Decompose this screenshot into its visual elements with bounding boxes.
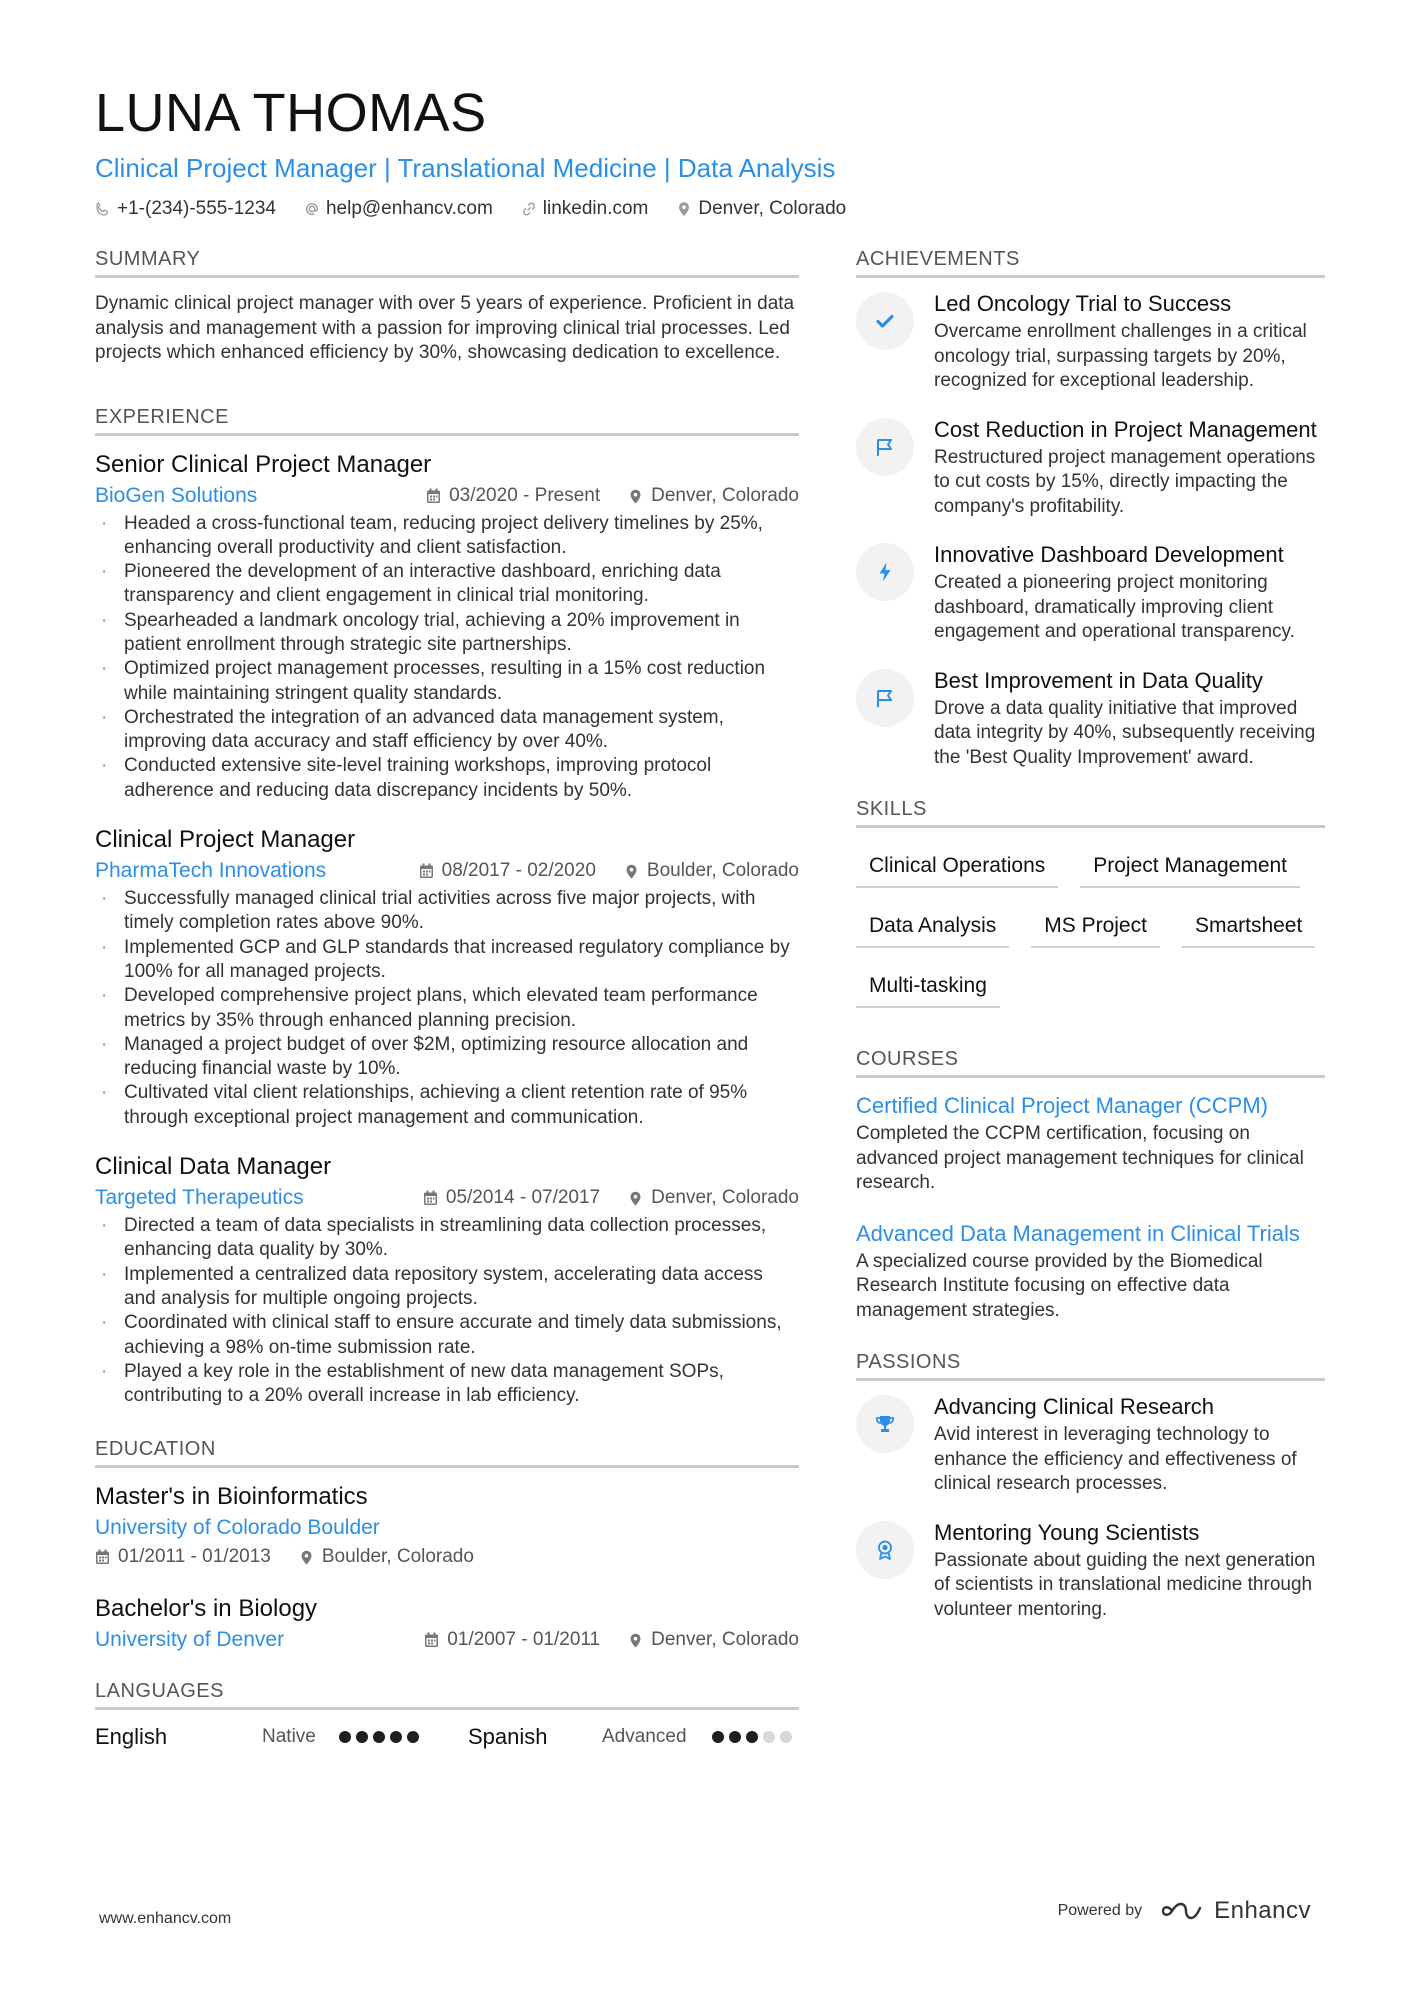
calendar-icon xyxy=(424,1632,439,1648)
achievement-text: Restructured project management operations to cut costs by 15%, directly impacting the company's profitability. xyxy=(934,446,1316,517)
bullet-item: · Developed comprehensive project plans, which elevated team performance metrics by 35% through enhanced planning precision. xyxy=(95,984,799,1033)
language-rating xyxy=(712,1731,792,1743)
bullet-item: · Orchestrated the integration of an advanced data management system, improving data accuracy and staff efficiency by over 40%. xyxy=(95,706,799,755)
job-title: Senior Clinical Project Manager xyxy=(95,450,432,478)
passion-body xyxy=(934,1395,1325,1497)
education-dates xyxy=(95,1546,271,1568)
contact-linkedin[interactable] xyxy=(521,198,649,220)
contact-email[interactable] xyxy=(304,198,493,220)
achievement-body xyxy=(934,669,1325,771)
achievements-section xyxy=(856,248,1325,770)
contact-phone[interactable] xyxy=(95,198,276,220)
linkedin-text: linkedin.com xyxy=(542,198,649,219)
footer-branding xyxy=(1058,1897,1311,1925)
job-entry xyxy=(95,1152,799,1408)
check-icon xyxy=(874,310,896,332)
achievement-title: Innovative Dashboard Development xyxy=(934,542,1284,567)
job-meta xyxy=(95,859,799,883)
education-section xyxy=(95,1438,799,1652)
section-title-achievements: ACHIEVEMENTS xyxy=(856,248,1325,278)
school-name[interactable]: University of Colorado Boulder xyxy=(95,1516,380,1540)
at-icon xyxy=(304,201,320,217)
job-meta xyxy=(95,1186,799,1210)
degree-title: Master's in Bioinformatics xyxy=(95,1483,368,1511)
job-dates-text: 03/2020 - Present xyxy=(449,484,601,506)
bullet-item: · Coordinated with clinical staff to ensure accurate and timely data submissions, achieving a 98% on-time submission rate. xyxy=(95,1311,799,1360)
course-title[interactable]: Certified Clinical Project Manager (CCPM) xyxy=(856,1093,1269,1118)
bullet-item: · Spearheaded a landmark oncology trial, achieving a 20% improvement in patient enrollment through strategic site partnerships. xyxy=(95,609,799,658)
job-dates xyxy=(419,860,596,882)
map-pin-icon xyxy=(624,863,639,879)
section-title-skills: SKILLS xyxy=(856,798,1325,828)
contact-bar xyxy=(95,198,1325,220)
job-meta xyxy=(95,484,799,508)
course-item xyxy=(856,1220,1325,1324)
bullet-item: · Pioneered the development of an interactive dashboard, enriching data transparency and client engagement in clinical trial monitoring. xyxy=(95,560,799,609)
bullet-item: · Headed a cross-functional team, reducing project delivery timelines by 25%, enhancing overall productivity and client satisfaction. xyxy=(95,512,799,561)
education-entry xyxy=(95,1482,799,1568)
calendar-icon xyxy=(426,488,441,504)
course-text: A specialized course provided by the Biomedical Research Institute focusing on effective data management strategies. xyxy=(856,1250,1263,1321)
passion-text: Passionate about guiding the next generation of scientists in translational medicine through volunteer mentoring. xyxy=(934,1549,1316,1620)
education-location xyxy=(628,1629,799,1651)
job-dates xyxy=(426,485,600,507)
map-pin-icon xyxy=(299,1549,314,1565)
section-title-passions: PASSIONS xyxy=(856,1351,1325,1381)
language-rating xyxy=(339,1731,468,1743)
achievement-icon-wrap xyxy=(856,669,914,727)
job-dates-text: 08/2017 - 02/2020 xyxy=(441,860,596,882)
section-title-courses: COURSES xyxy=(856,1048,1325,1078)
rating-dot-empty xyxy=(780,1731,792,1743)
achievement-title: Best Improvement in Data Quality xyxy=(934,667,1263,693)
skill-tag: Clinical Operations xyxy=(856,848,1058,888)
flag-icon xyxy=(874,436,896,458)
job-title: Clinical Data Manager xyxy=(95,1153,332,1181)
achievement-title: Cost Reduction in Project Management xyxy=(934,416,1317,442)
map-pin-icon xyxy=(628,1190,643,1206)
language-level: Native xyxy=(262,1726,316,1748)
job-location-text: Denver, Colorado xyxy=(651,1187,799,1209)
job-bullets xyxy=(95,1214,799,1408)
passion-item xyxy=(856,1521,1325,1623)
achievement-icon-wrap xyxy=(856,292,914,350)
achievement-icon-wrap xyxy=(856,418,914,476)
rating-dot-filled xyxy=(356,1731,368,1743)
powered-by-label: Powered by xyxy=(1057,1902,1143,1919)
enhancv-logo-icon xyxy=(1160,1899,1206,1923)
achievement-item xyxy=(856,418,1325,520)
headline: Clinical Project Manager | Translational Medicine | Data Analysis xyxy=(95,153,836,183)
achievement-icon-wrap xyxy=(856,543,914,601)
job-location xyxy=(628,485,799,507)
map-pin-icon xyxy=(676,201,692,217)
passion-title: Mentoring Young Scientists xyxy=(934,1519,1200,1545)
medal-icon xyxy=(874,1539,896,1561)
job-meta-right xyxy=(423,1187,799,1209)
job-title: Clinical Project Manager xyxy=(95,826,356,854)
skill-tag: Project Management xyxy=(1080,848,1300,888)
education-dates-text: 01/2011 - 01/2013 xyxy=(118,1546,271,1568)
section-title-summary: SUMMARY xyxy=(95,248,799,278)
education-entry xyxy=(95,1594,799,1652)
rating-dot-filled xyxy=(373,1731,385,1743)
job-dates-text: 05/2014 - 07/2017 xyxy=(445,1187,601,1209)
summary-text: Dynamic clinical project manager with over 5 years of experience. Proficient in data analysis and management with a passion for improving clinical trial processes. Led projects which enhanced efficiency by 30%, showcasing dedication to excellence. xyxy=(95,293,795,363)
job-location-text: Denver, Colorado xyxy=(651,484,799,506)
languages-section xyxy=(95,1680,799,1750)
bullet-item: · Managed a project budget of over $2M, optimizing resource allocation and reducing financial waste by 10%. xyxy=(95,1033,799,1082)
achievement-text: Created a pioneering project monitoring dashboard, dramatically improving client engagement and operational transparency. xyxy=(934,572,1295,642)
passions-section xyxy=(856,1351,1325,1622)
section-title-experience: EXPERIENCE xyxy=(95,406,799,436)
bullet-item: · Cultivated vital client relationships, achieving a client retention rate of 95% through exceptional project management and communication. xyxy=(95,1081,799,1130)
experience-section xyxy=(95,406,799,1409)
calendar-icon xyxy=(95,1549,110,1565)
company-name[interactable]: PharmaTech Innovations xyxy=(95,859,327,883)
achievement-body xyxy=(934,543,1325,645)
education-location-text: Denver, Colorado xyxy=(651,1629,799,1651)
course-title[interactable]: Advanced Data Management in Clinical Trials xyxy=(856,1220,1300,1246)
passion-text: Avid interest in leveraging technology to enhance the efficiency and effectiveness of clinical research processes. xyxy=(934,1424,1297,1494)
bullet-item: · Optimized project management processes, resulting in a 15% cost reduction while maintaining stringent quality standards. xyxy=(95,657,799,706)
achievement-body xyxy=(934,292,1325,394)
achievement-item xyxy=(856,292,1325,394)
phone-icon xyxy=(95,201,111,217)
languages-row xyxy=(95,1724,799,1750)
degree-title: Bachelor's in Biology xyxy=(95,1595,318,1623)
bullet-item: · Played a key role in the establishment of new data management SOPs, contributing to a 20% overall increase in lab efficiency. xyxy=(95,1360,799,1409)
rating-dot-filled xyxy=(390,1731,402,1743)
bullet-item: · Successfully managed clinical trial activities across five major projects, with timely completion rates above 90%. xyxy=(95,887,799,936)
rating-dot-filled xyxy=(746,1731,758,1743)
company-name[interactable]: BioGen Solutions xyxy=(95,483,258,507)
achievement-item xyxy=(856,669,1325,771)
school-name[interactable]: University of Denver xyxy=(95,1628,285,1652)
job-meta-right xyxy=(419,860,799,882)
calendar-icon xyxy=(423,1190,438,1206)
rating-dot-filled xyxy=(339,1731,351,1743)
section-title-languages: LANGUAGES xyxy=(95,1680,799,1710)
education-location xyxy=(299,1546,474,1568)
language-name: Spanish xyxy=(468,1724,548,1750)
rating-dot-empty xyxy=(763,1731,775,1743)
course-item xyxy=(856,1092,1325,1196)
skill-tag: Multi-tasking xyxy=(856,968,1000,1008)
link-icon xyxy=(521,201,537,217)
achievement-text: Overcame enrollment challenges in a critical oncology trial, surpassing targets by 20%, recognized for exceptional leadership. xyxy=(934,321,1307,391)
rating-dot-filled xyxy=(729,1731,741,1743)
achievement-item xyxy=(856,543,1325,645)
right-column xyxy=(856,248,1325,1660)
courses-section xyxy=(856,1048,1325,1323)
job-bullets xyxy=(95,512,799,804)
flag-icon xyxy=(874,687,896,709)
left-column xyxy=(95,248,799,1788)
bolt-icon xyxy=(874,561,896,583)
education-dates xyxy=(424,1629,600,1651)
footer-website[interactable]: www.enhancv.com xyxy=(99,1910,232,1927)
map-pin-icon xyxy=(628,488,643,504)
phone-text: +1-(234)-555-1234 xyxy=(117,198,276,219)
skills-list xyxy=(856,848,1325,1008)
skill-tag: MS Project xyxy=(1031,908,1160,948)
language-name: English xyxy=(95,1724,168,1750)
achievement-body xyxy=(934,418,1325,520)
job-location-text: Boulder, Colorado xyxy=(646,860,799,882)
education-meta xyxy=(95,1546,799,1568)
rating-dot-filled xyxy=(407,1731,419,1743)
candidate-name: LUNA THOMAS xyxy=(95,83,487,143)
education-meta xyxy=(95,1628,799,1652)
map-pin-icon xyxy=(628,1632,643,1648)
job-entry xyxy=(95,450,799,804)
passion-icon-wrap xyxy=(856,1395,914,1453)
job-location xyxy=(624,860,799,882)
brand-logo[interactable] xyxy=(1160,1897,1311,1925)
bullet-item: · Implemented GCP and GLP standards that increased regulatory compliance by 100% for all managed projects. xyxy=(95,936,799,985)
skill-tag: Data Analysis xyxy=(856,908,1009,948)
bullet-item: · Implemented a centralized data repository system, accelerating data access and analysis for multiple ongoing projects. xyxy=(95,1263,799,1312)
education-dates-text: 01/2007 - 01/2011 xyxy=(447,1629,601,1651)
bullet-item: · Directed a team of data specialists in streamlining data collection processes, enhancing data quality by 30%. xyxy=(95,1214,799,1263)
email-text: help@enhancv.com xyxy=(325,198,493,219)
rating-dot-filled xyxy=(712,1731,724,1743)
skill-tag: Smartsheet xyxy=(1182,908,1315,948)
achievement-text: Drove a data quality initiative that improved data integrity by 40%, subsequently receiving the 'Best Quality Improvement' award. xyxy=(934,697,1316,768)
job-dates xyxy=(423,1187,600,1209)
company-name[interactable]: Targeted Therapeutics xyxy=(95,1186,304,1210)
job-entry xyxy=(95,825,799,1130)
passion-icon-wrap xyxy=(856,1521,914,1579)
bullet-item: · Conducted extensive site-level training workshops, improving protocol adherence and reducing data discrepancy incidents by 50%. xyxy=(95,754,799,803)
summary-section xyxy=(95,248,799,366)
job-bullets xyxy=(95,887,799,1130)
passion-body xyxy=(934,1521,1325,1623)
education-location-text: Boulder, Colorado xyxy=(321,1546,474,1568)
trophy-icon xyxy=(874,1413,896,1435)
passion-item xyxy=(856,1395,1325,1497)
achievement-title: Led Oncology Trial to Success xyxy=(934,291,1232,316)
section-title-education: EDUCATION xyxy=(95,1438,799,1468)
job-location xyxy=(628,1187,799,1209)
location-text: Denver, Colorado xyxy=(698,198,847,219)
brand-name: Enhancv xyxy=(1214,1897,1311,1924)
resume-header xyxy=(95,82,1325,220)
language-level: Advanced xyxy=(602,1726,687,1748)
course-text: Completed the CCPM certification, focusing on advanced project management techniques for clinical research. xyxy=(856,1123,1304,1193)
passion-title: Advancing Clinical Research xyxy=(934,1394,1215,1419)
job-meta-right xyxy=(426,485,799,507)
calendar-icon xyxy=(419,863,434,879)
contact-location xyxy=(676,198,846,220)
education-meta-right xyxy=(424,1629,799,1651)
skills-section xyxy=(856,798,1325,1008)
